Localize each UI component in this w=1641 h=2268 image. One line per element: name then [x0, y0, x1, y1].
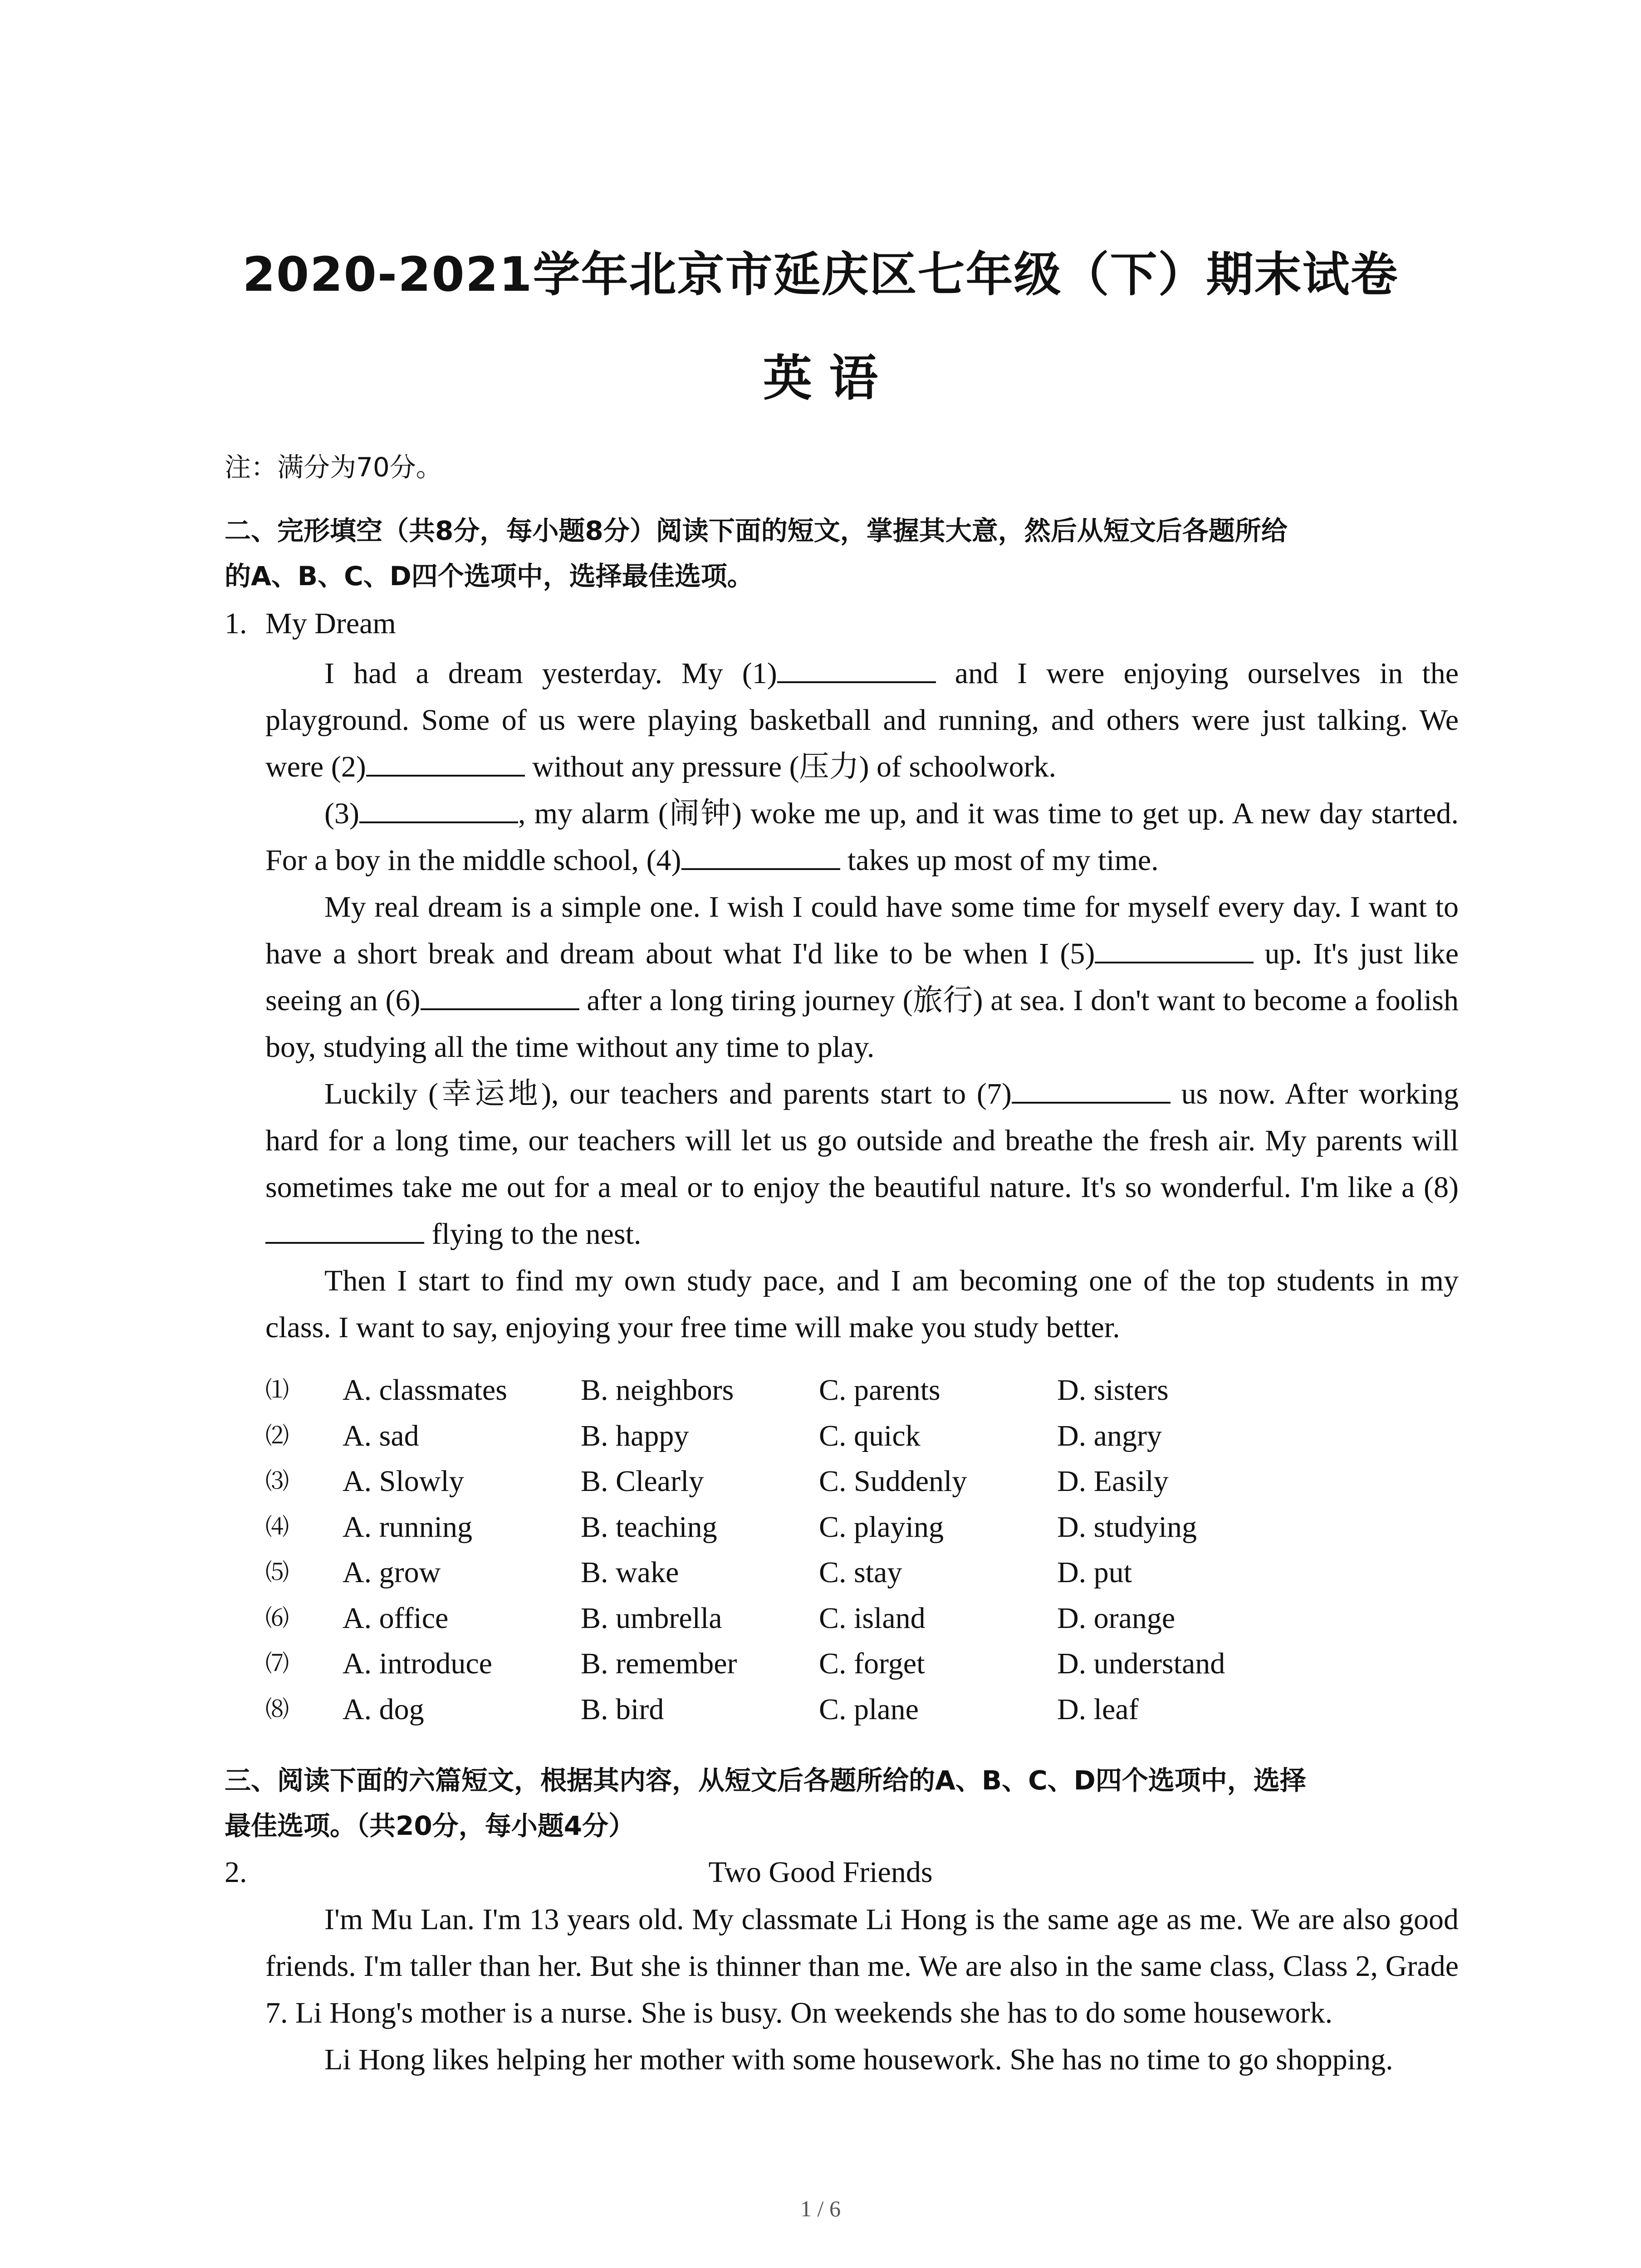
passage-text: I had a dream yesterday. My (1) — [324, 657, 777, 690]
blank-6[interactable] — [421, 981, 579, 1010]
blank-3[interactable] — [359, 794, 518, 823]
option-d[interactable]: D. sisters — [1057, 1374, 1169, 1407]
option-row — [265, 1596, 1445, 1642]
option-a[interactable]: A. classmates — [343, 1374, 507, 1407]
option-c[interactable]: C. parents — [819, 1374, 941, 1407]
question-1-number: 1. — [225, 607, 247, 640]
passage-text: us now. After working hard for a long time, our teachers will let us go outside and breathe the fresh air. My parents will sometimes take me out for a meal or to enjoy the beautiful nature. It's so wonderful. I'm like a (8) — [265, 1077, 1459, 1204]
passage-text: , my alarm (闹钟) woke me up, and it was time to get up. A new day started. For a boy in the middle school, (4) — [265, 797, 1459, 877]
option-d[interactable]: D. leaf — [1057, 1692, 1139, 1726]
option-row — [265, 1687, 1445, 1733]
option-row — [265, 1641, 1445, 1687]
option-b[interactable]: B. umbrella — [581, 1601, 722, 1635]
passage-text: and I were enjoying ourselves in the playground. Some of us were playing basketball and running, and others were just talking. We were (2) — [265, 657, 1459, 783]
passage-text: up. It's just like seeing an (6) — [265, 937, 1459, 1017]
passage-paragraph: Li Hong likes helping her mother with some housework. She has no time to go shopping. — [324, 2043, 1393, 2076]
option-b[interactable]: B. neighbors — [581, 1374, 734, 1407]
passage-text: takes up most of my time. — [840, 844, 1159, 877]
option-row — [265, 1459, 1445, 1505]
question-1-title: My Dream — [265, 607, 396, 640]
passage-text: flying to the nest. — [424, 1217, 642, 1251]
option-b[interactable]: B. wake — [581, 1556, 679, 1589]
option-row-number: ⑴ — [265, 1377, 289, 1404]
passage-text: Luckily (幸运地), our teachers and parents start to (7) — [324, 1077, 1012, 1110]
blank-5[interactable] — [1095, 934, 1254, 963]
option-a[interactable]: A. dog — [343, 1692, 424, 1726]
passage-paragraph — [265, 1070, 1459, 1257]
option-d[interactable]: D. orange — [1057, 1601, 1176, 1635]
option-c[interactable]: C. forget — [819, 1647, 925, 1680]
option-row-number: ⑵ — [265, 1422, 289, 1450]
option-b[interactable]: B. Clearly — [581, 1465, 704, 1498]
section-3-heading — [225, 1758, 1450, 1848]
exam-title: 2020-2021学年北京市延庆区七年级（下）期末试卷 — [242, 247, 1399, 302]
question-1-passage — [265, 650, 1459, 1351]
passage-paragraph — [265, 790, 1459, 884]
section-3-heading-line2: 最佳选项。（共20分，每小题4分） — [225, 1810, 635, 1841]
blank-1[interactable] — [777, 654, 936, 683]
option-a[interactable]: A. Slowly — [343, 1465, 464, 1498]
option-a[interactable]: A. grow — [343, 1556, 441, 1589]
blank-8[interactable] — [265, 1215, 424, 1244]
blank-4[interactable] — [681, 841, 840, 870]
passage-paragraph — [265, 650, 1459, 790]
option-row-number: ⑹ — [265, 1604, 289, 1632]
option-b[interactable]: B. remember — [581, 1647, 737, 1680]
option-row-number: ⑺ — [265, 1650, 289, 1677]
passage-paragraph — [265, 884, 1459, 1070]
blank-2[interactable] — [366, 748, 525, 777]
option-row-number: ⑸ — [265, 1559, 289, 1586]
question-2-title: Two Good Friends — [708, 1856, 933, 1889]
option-a[interactable]: A. sad — [343, 1419, 419, 1452]
option-d[interactable]: D. studying — [1057, 1510, 1197, 1544]
score-note: 注：满分为70分。 — [225, 452, 442, 483]
blank-7[interactable] — [1012, 1075, 1171, 1104]
option-c[interactable]: C. quick — [819, 1419, 921, 1452]
option-c[interactable]: C. stay — [819, 1556, 902, 1589]
option-row — [265, 1368, 1445, 1413]
passage-paragraph: I'm Mu Lan. I'm 13 years old. My classmate Li Hong is the same age as me. We are also good friends. I'm taller than her. But she is thinner than me. We are also in the same class, Class 2, Grade 7. Li Hong's mother is a nurse. She is busy. On weekends she has to do some housework. — [265, 1903, 1459, 2029]
option-row-number: ⑶ — [265, 1468, 289, 1495]
section-2-heading-line1: 二、完形填空（共8分，每小题8分）阅读下面的短文，掌握其大意，然后从短文后各题所给 — [225, 515, 1288, 546]
section-3-heading-line1: 三、阅读下面的六篇短文，根据其内容，从短文后各题所给的A、B、C、D四个选项中，选择 — [225, 1765, 1306, 1796]
option-b[interactable]: B. bird — [581, 1692, 664, 1726]
option-a[interactable]: A. introduce — [343, 1647, 492, 1680]
option-c[interactable]: C. island — [819, 1601, 926, 1635]
passage-text: My real dream is a simple one. I wish I could have some time for myself every day. I want to have a short break and dream about what I'd like to be when I (5) — [265, 890, 1459, 970]
section-2-heading-line2: 的A、B、C、D四个选项中，选择最佳选项。 — [225, 561, 754, 591]
subject-title: 英 语 — [763, 350, 878, 407]
option-d[interactable]: D. put — [1057, 1556, 1132, 1589]
question-2-passage — [265, 1896, 1459, 2083]
page-number: 1 / 6 — [800, 2196, 841, 2221]
option-c[interactable]: C. plane — [819, 1692, 919, 1726]
option-d[interactable]: D. Easily — [1057, 1465, 1169, 1498]
option-c[interactable]: C. Suddenly — [819, 1465, 967, 1498]
option-b[interactable]: B. happy — [581, 1419, 689, 1452]
passage-text: after a long tiring journey (旅行) at sea. I don't want to become a foolish boy, studying all the time without any time to play. — [265, 984, 1459, 1064]
question-2-number: 2. — [225, 1856, 247, 1889]
option-row — [265, 1413, 1445, 1459]
option-row — [265, 1550, 1445, 1596]
passage-paragraph: Then I start to find my own study pace, and I am becoming one of the top students in my class. I want to say, enjoying your free time will make you study better. — [265, 1264, 1459, 1344]
option-a[interactable]: A. running — [343, 1510, 472, 1544]
option-row-number: ⑻ — [265, 1696, 289, 1723]
option-c[interactable]: C. playing — [819, 1510, 944, 1544]
passage-text: without any pressure (压力) of schoolwork. — [524, 750, 1056, 783]
option-d[interactable]: D. understand — [1057, 1647, 1225, 1680]
option-b[interactable]: B. teaching — [581, 1510, 717, 1544]
section-2-heading — [225, 508, 1450, 599]
option-row-number: ⑷ — [265, 1513, 289, 1541]
question-1-options — [265, 1368, 1445, 1732]
option-row — [265, 1505, 1445, 1550]
option-d[interactable]: D. angry — [1057, 1419, 1162, 1452]
option-a[interactable]: A. office — [343, 1601, 449, 1635]
passage-text: (3) — [324, 797, 359, 830]
